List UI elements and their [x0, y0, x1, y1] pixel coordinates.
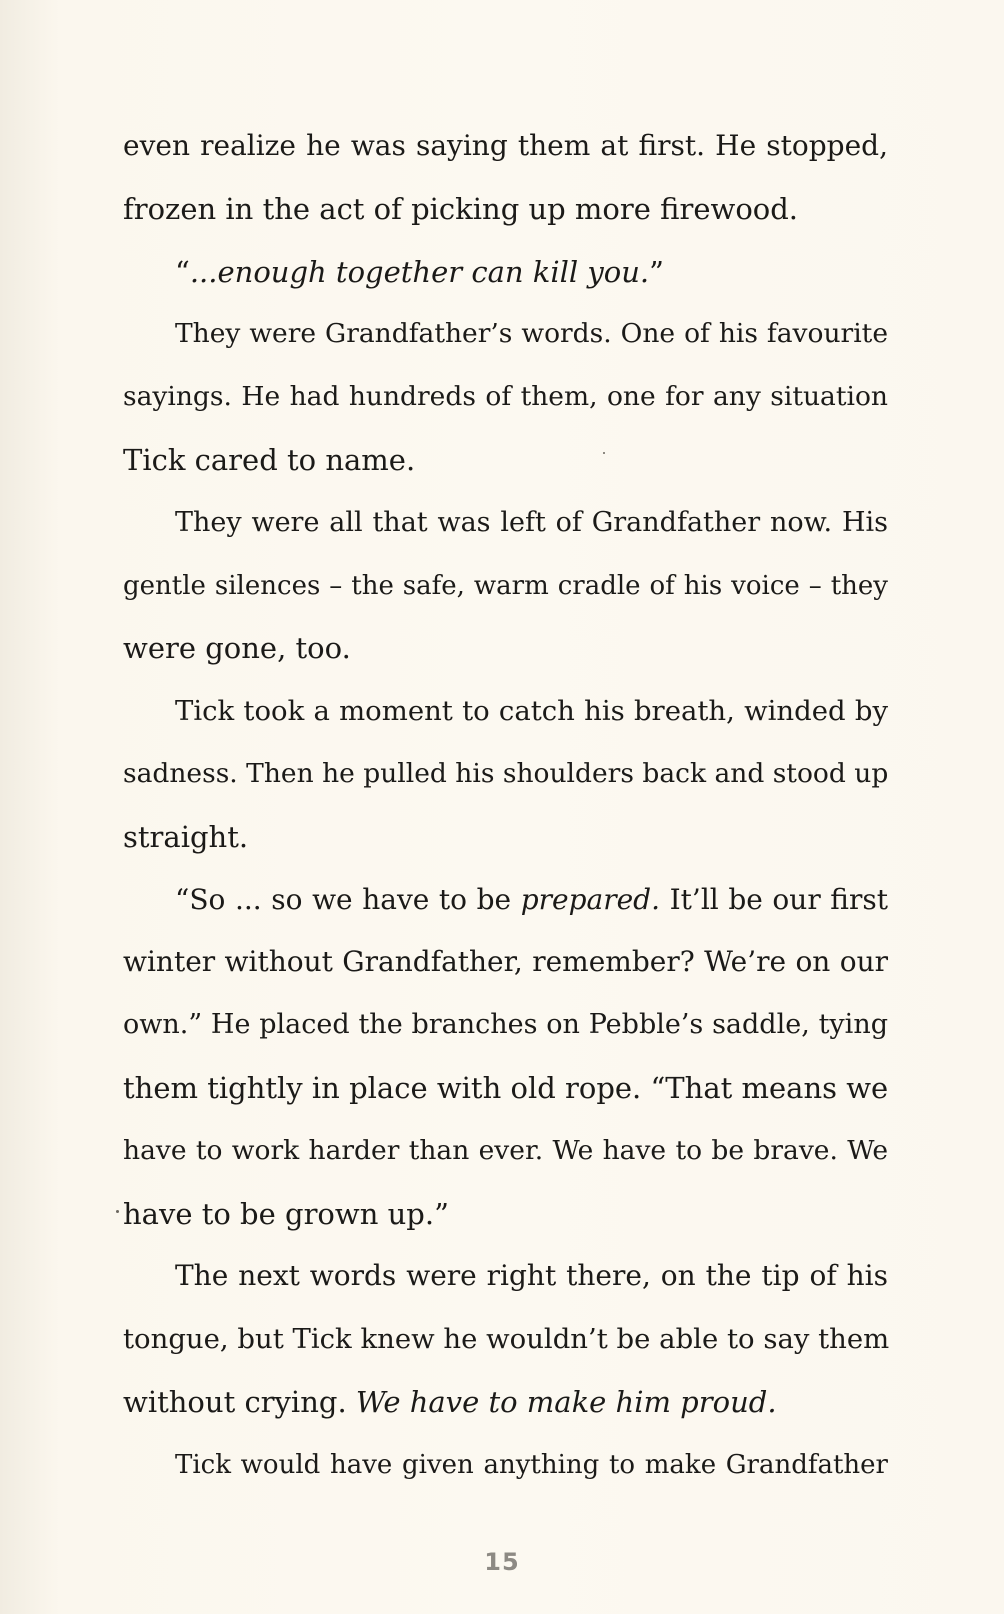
- italic-text: ...enough together can kill you.: [189, 254, 650, 289]
- paragraph-1: [123, 115, 888, 241]
- page-number: 15: [484, 1548, 520, 1576]
- print-speck: [116, 1210, 119, 1213]
- text-line: gentle silences – the safe, warm cradle of his voice – they: [123, 570, 888, 601]
- print-speck: [603, 452, 605, 454]
- text-line: frozen in the act of picking up more firewood.: [123, 191, 799, 226]
- text-line: Tick would have given anything to make Grandfather: [175, 1449, 888, 1480]
- text-line: Tick cared to name.: [123, 442, 416, 477]
- text-line: They were all that was left of Grandfather now. His: [175, 506, 888, 538]
- text-line: straight.: [123, 819, 249, 854]
- text-line: “So ... so we have to be prepared. It’ll be our first: [175, 882, 888, 916]
- paragraph-4: [123, 492, 888, 680]
- text-line: even realize he was saying them at first. He stopped,: [123, 129, 888, 162]
- text-line: They were Grandfather’s words. One of his favourite: [175, 318, 888, 350]
- paragraph-6: [123, 869, 888, 1246]
- italic-text: prepared.: [520, 882, 661, 916]
- text-line: sayings. He had hundreds of them, one for any situation: [123, 381, 888, 413]
- paragraph-3: [123, 303, 888, 491]
- paragraph-2: [123, 241, 888, 304]
- paragraph-5: [123, 680, 888, 868]
- text-line: without crying. We have to make him proud.: [123, 1384, 777, 1419]
- text-line: sadness. Then he pulled his shoulders back and stood up: [123, 757, 889, 789]
- text-line: winter without Grandfather, remember? We’re on our: [123, 945, 888, 979]
- text-line: Tick took a moment to catch his breath, winded by: [175, 695, 888, 728]
- paragraph-8: [123, 1434, 888, 1497]
- text-line: own.” He placed the branches on Pebble’s saddle, tying: [123, 1009, 888, 1041]
- body-text: [123, 115, 888, 1497]
- italic-text: We have to make him proud.: [355, 1384, 777, 1419]
- text-line: have to be grown up.”: [123, 1196, 449, 1231]
- text-line: tongue, but Tick knew he wouldn’t be able to say them: [123, 1323, 890, 1356]
- text-line: them tightly in place with old rope. “That means we: [123, 1070, 889, 1105]
- text-line: were gone, too.: [123, 631, 351, 666]
- paragraph-7: [123, 1245, 888, 1433]
- text-line: “...enough together can kill you.”: [175, 254, 664, 289]
- text-line: The next words were right there, on the tip of his: [175, 1259, 888, 1293]
- text-line: have to work harder than ever. We have to be brave. We: [123, 1134, 888, 1166]
